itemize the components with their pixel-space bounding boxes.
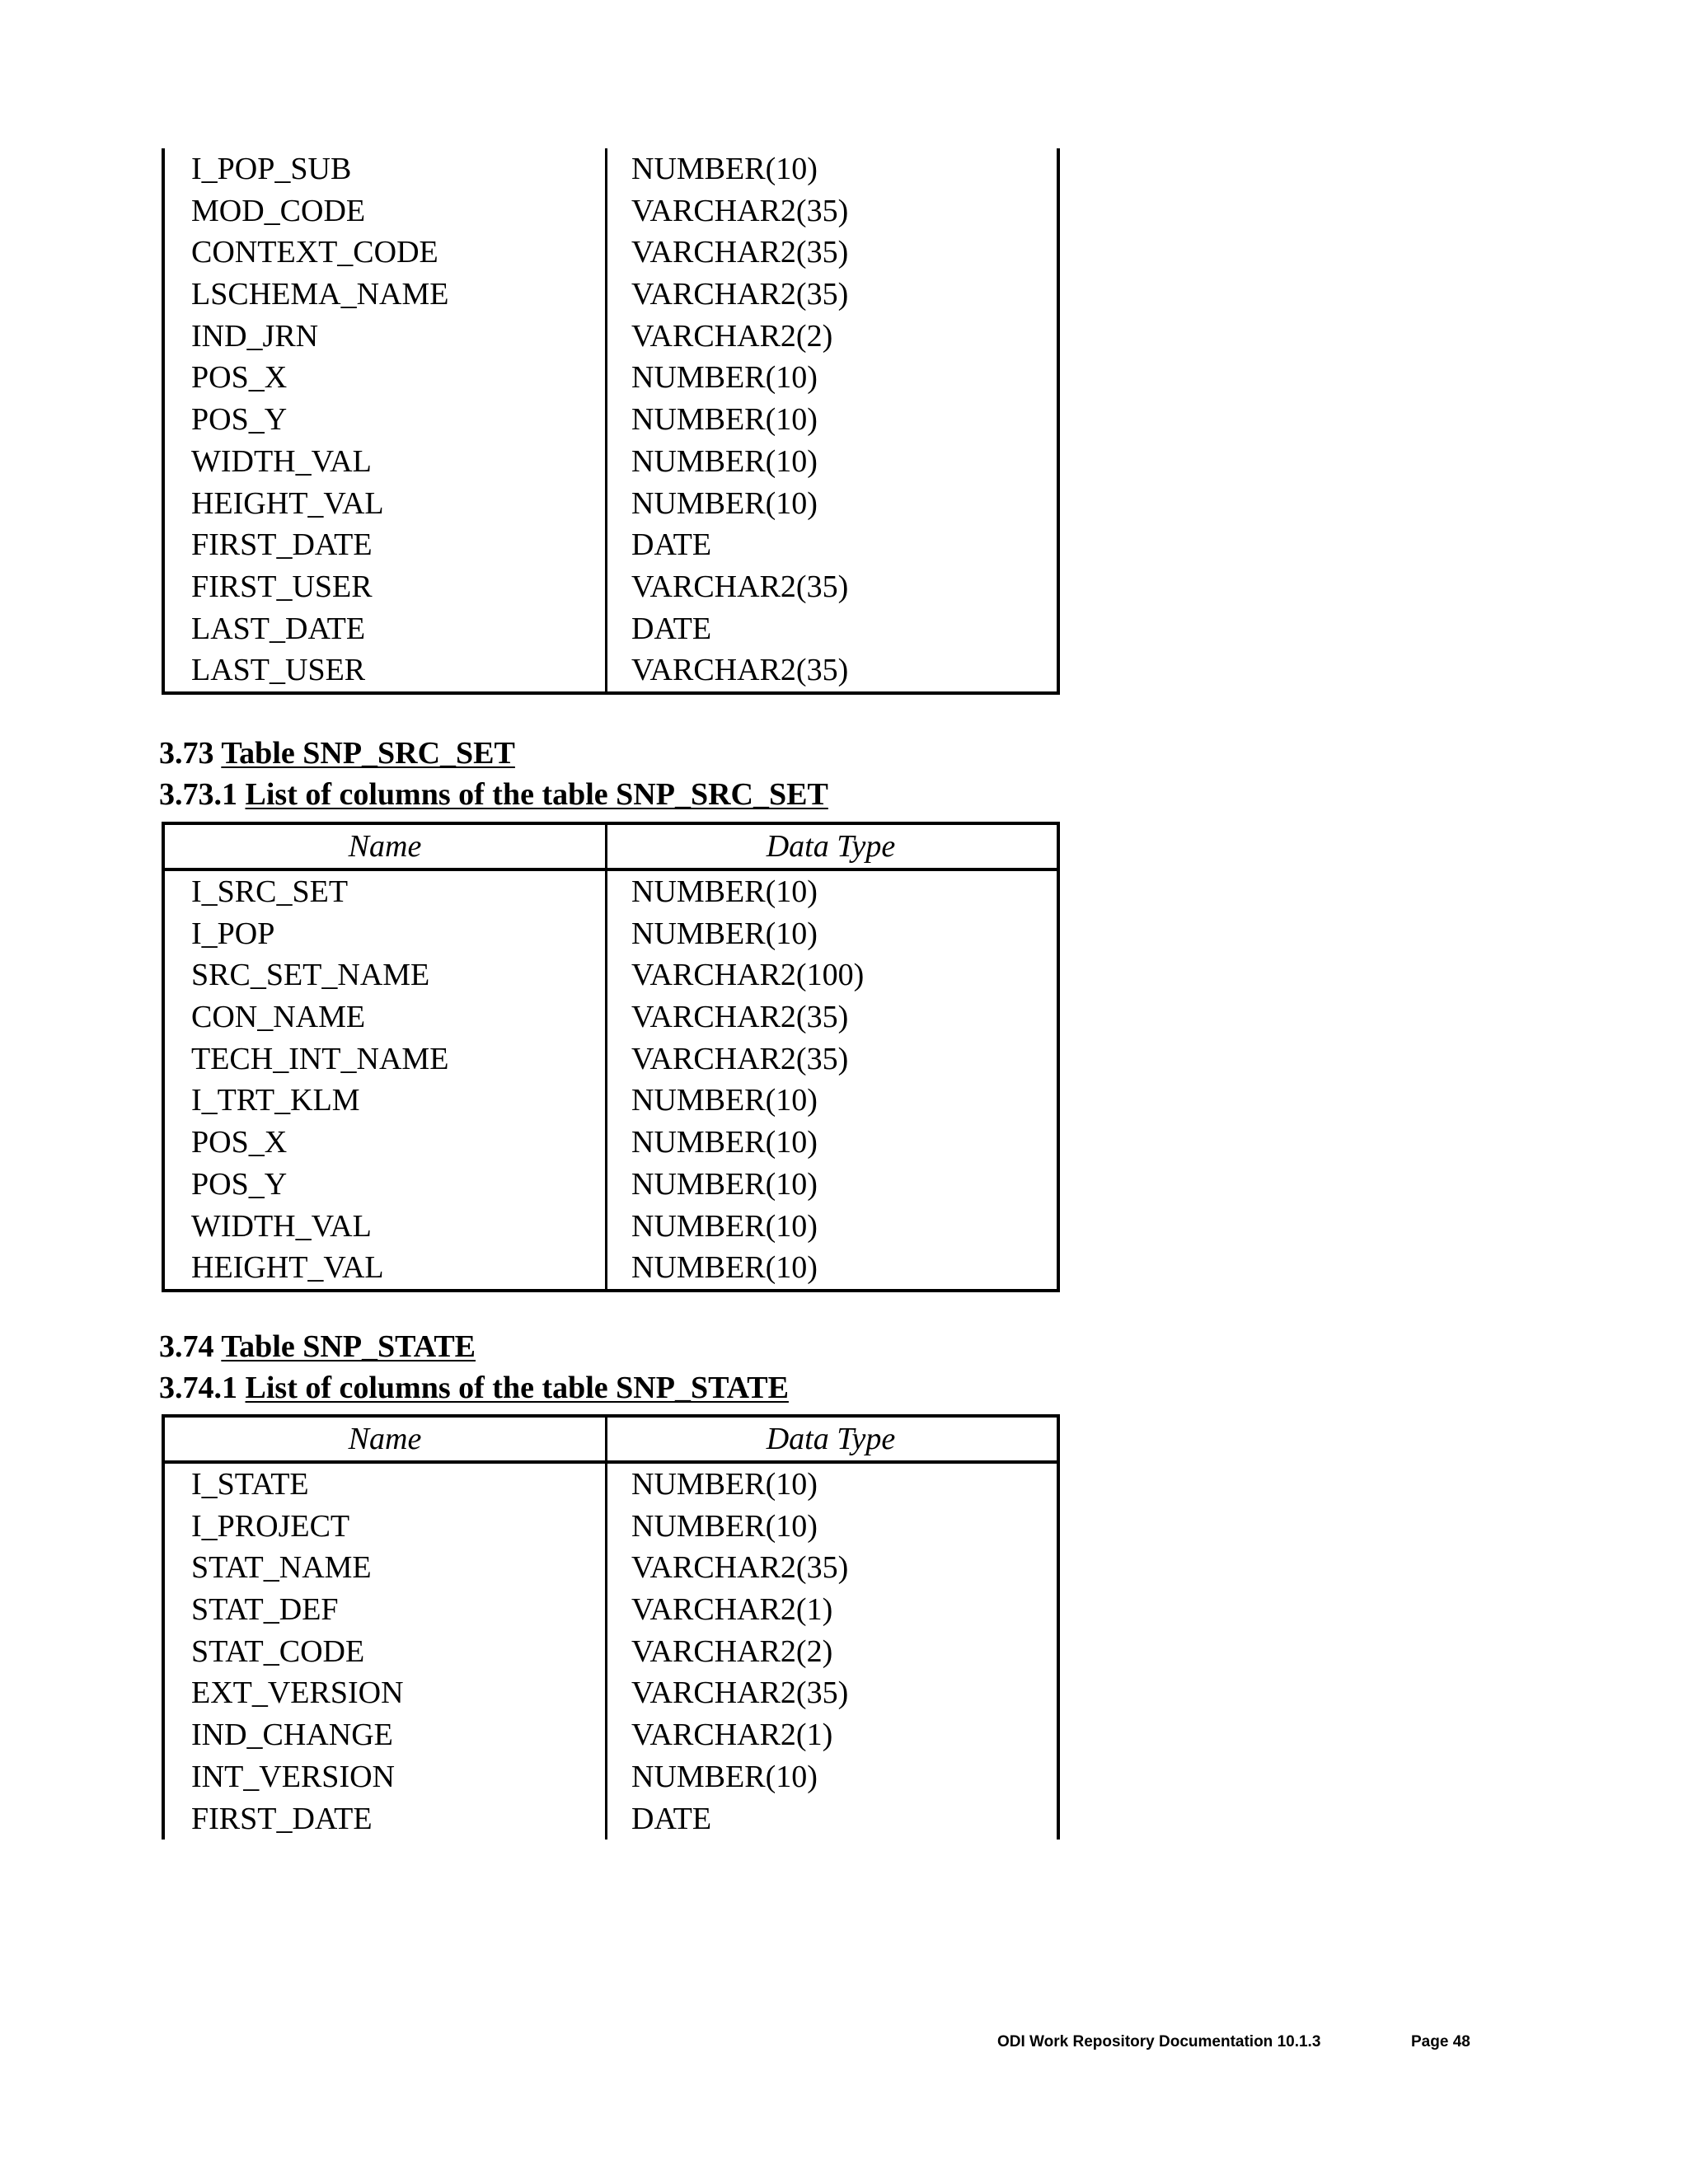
column-name-cell: I_SRC_SET <box>191 874 349 909</box>
column-name-cell: I_POP <box>191 916 275 951</box>
data-type-cell: VARCHAR2(35) <box>631 1675 849 1711</box>
data-type-cell: VARCHAR2(35) <box>631 569 849 604</box>
data-type-cell: VARCHAR2(100) <box>631 958 865 993</box>
table-row <box>165 1756 1057 1798</box>
table-row <box>165 566 1057 608</box>
footer-page-number: Page 48 <box>1411 2033 1470 2050</box>
data-type-cell: NUMBER(10) <box>631 1208 818 1244</box>
column-name-cell: POS_Y <box>191 402 288 438</box>
table-row <box>165 524 1057 566</box>
data-type-cell: NUMBER(10) <box>631 1250 818 1286</box>
data-type-cell: NUMBER(10) <box>631 485 818 521</box>
table-row <box>165 441 1057 483</box>
table-row <box>165 1631 1057 1673</box>
data-type-cell: VARCHAR2(35) <box>631 1000 849 1035</box>
data-type-cell: NUMBER(10) <box>631 443 818 479</box>
column-name-cell: HEIGHT_VAL <box>191 485 384 521</box>
table-row <box>165 1589 1057 1631</box>
header-name: Name <box>348 1422 422 1456</box>
table-row <box>165 1080 1057 1122</box>
data-type-cell: VARCHAR2(35) <box>631 1550 849 1586</box>
column-name-cell: POS_Y <box>191 1166 288 1202</box>
data-type-cell: DATE <box>631 611 712 646</box>
data-type-cell: VARCHAR2(35) <box>631 193 849 228</box>
section-title: Table SNP_SRC_SET <box>221 736 515 771</box>
table-row <box>165 232 1057 274</box>
table-row <box>165 954 1057 996</box>
data-type-cell: NUMBER(10) <box>631 874 818 909</box>
column-name-cell: STAT_NAME <box>191 1550 372 1586</box>
column-name-cell: LAST_USER <box>191 653 366 688</box>
table-row <box>165 1714 1057 1756</box>
data-type-cell: DATE <box>631 527 712 563</box>
data-type-cell: VARCHAR2(2) <box>631 1633 833 1669</box>
column-name-cell: FIRST_DATE <box>191 1801 373 1836</box>
data-type-cell: NUMBER(10) <box>631 1508 818 1544</box>
table-row <box>165 1206 1057 1248</box>
column-name-cell: I_POP_SUB <box>191 152 352 186</box>
data-type-cell: VARCHAR2(35) <box>631 235 849 270</box>
column-name-cell: I_PROJECT <box>191 1508 350 1544</box>
column-name-cell: MOD_CODE <box>191 193 366 228</box>
column-name-cell: FIRST_USER <box>191 569 373 604</box>
table-row <box>165 1247 1057 1289</box>
table-row <box>165 316 1057 358</box>
table-row <box>165 1798 1057 1840</box>
section-heading-3-74 <box>159 1329 476 1365</box>
table-row <box>165 649 1057 691</box>
table-row <box>165 996 1057 1038</box>
header-data-type: Data Type <box>766 1422 896 1456</box>
table-row <box>165 871 1057 913</box>
column-name-cell: HEIGHT_VAL <box>191 1250 384 1286</box>
table-row <box>165 357 1057 399</box>
data-type-cell: NUMBER(10) <box>631 402 818 438</box>
column-name-cell: WIDTH_VAL <box>191 1208 372 1244</box>
section-number: 3.74 <box>159 1329 214 1364</box>
subsection-heading-3-74-1 <box>159 1370 789 1406</box>
data-type-cell: VARCHAR2(2) <box>631 318 833 354</box>
data-type-cell: NUMBER(10) <box>631 1759 818 1794</box>
snp-src-set-columns-table <box>162 822 1060 1292</box>
subsection-heading-3-73-1 <box>159 776 828 813</box>
table-row <box>165 1164 1057 1206</box>
data-type-cell: NUMBER(10) <box>631 916 818 951</box>
data-type-cell: VARCHAR2(35) <box>631 1041 849 1076</box>
header-name: Name <box>348 829 422 864</box>
data-type-cell: VARCHAR2(1) <box>631 1592 833 1628</box>
table-header <box>165 825 1057 871</box>
table-row <box>165 274 1057 316</box>
table-row <box>165 1506 1057 1548</box>
column-name-cell: CON_NAME <box>191 1000 366 1035</box>
column-name-cell: STAT_CODE <box>191 1633 365 1669</box>
column-name-cell: IND_CHANGE <box>191 1718 393 1753</box>
table-row <box>165 399 1057 441</box>
data-type-cell: DATE <box>631 1801 712 1836</box>
column-name-cell: TECH_INT_NAME <box>191 1041 449 1076</box>
column-name-cell: I_TRT_KLM <box>191 1083 360 1118</box>
column-name-cell: FIRST_DATE <box>191 527 373 563</box>
column-name-cell: WIDTH_VAL <box>191 443 372 479</box>
column-name-cell: LAST_DATE <box>191 611 366 646</box>
column-name-cell: I_STATE <box>191 1467 309 1502</box>
table-row <box>165 1547 1057 1589</box>
section-title: Table SNP_STATE <box>221 1329 476 1364</box>
data-type-cell: NUMBER(10) <box>631 1166 818 1202</box>
subsection-title: List of columns of the table SNP_STATE <box>245 1371 789 1405</box>
table-row <box>165 148 1057 190</box>
data-type-cell: NUMBER(10) <box>631 360 818 396</box>
footer-doc-title: ODI Work Repository Documentation 10.1.3 <box>997 2033 1321 2050</box>
column-name-cell: LSCHEMA_NAME <box>191 277 449 312</box>
data-type-cell: NUMBER(10) <box>631 152 818 186</box>
column-name-cell: EXT_VERSION <box>191 1675 404 1711</box>
table-row <box>165 190 1057 232</box>
column-name-cell: INT_VERSION <box>191 1759 395 1794</box>
subsection-title: List of columns of the table SNP_SRC_SET <box>245 777 828 812</box>
table-header <box>165 1418 1057 1464</box>
subsection-number: 3.74.1 <box>159 1371 237 1405</box>
subsection-number: 3.73.1 <box>159 777 237 812</box>
data-type-cell: NUMBER(10) <box>631 1083 818 1118</box>
column-name-cell: POS_X <box>191 360 288 396</box>
section-number: 3.73 <box>159 736 214 771</box>
table-row <box>165 608 1057 650</box>
data-type-cell: VARCHAR2(1) <box>631 1718 833 1753</box>
column-name-cell: SRC_SET_NAME <box>191 958 430 993</box>
data-type-cell: NUMBER(10) <box>631 1467 818 1502</box>
data-type-cell: VARCHAR2(35) <box>631 277 849 312</box>
column-name-cell: CONTEXT_CODE <box>191 235 438 270</box>
table-row <box>165 913 1057 955</box>
column-name-cell: POS_X <box>191 1125 288 1160</box>
section-heading-3-73 <box>159 735 515 771</box>
continued-columns-table <box>162 148 1060 695</box>
table-row <box>165 1038 1057 1080</box>
column-name-cell: STAT_DEF <box>191 1592 339 1628</box>
table-row <box>165 1672 1057 1714</box>
header-data-type: Data Type <box>766 829 896 864</box>
table-row <box>165 1464 1057 1506</box>
data-type-cell: VARCHAR2(35) <box>631 653 849 688</box>
table-row <box>165 483 1057 525</box>
column-name-cell: IND_JRN <box>191 318 319 354</box>
data-type-cell: NUMBER(10) <box>631 1125 818 1160</box>
snp-state-columns-table <box>162 1414 1060 1840</box>
table-row <box>165 1122 1057 1164</box>
